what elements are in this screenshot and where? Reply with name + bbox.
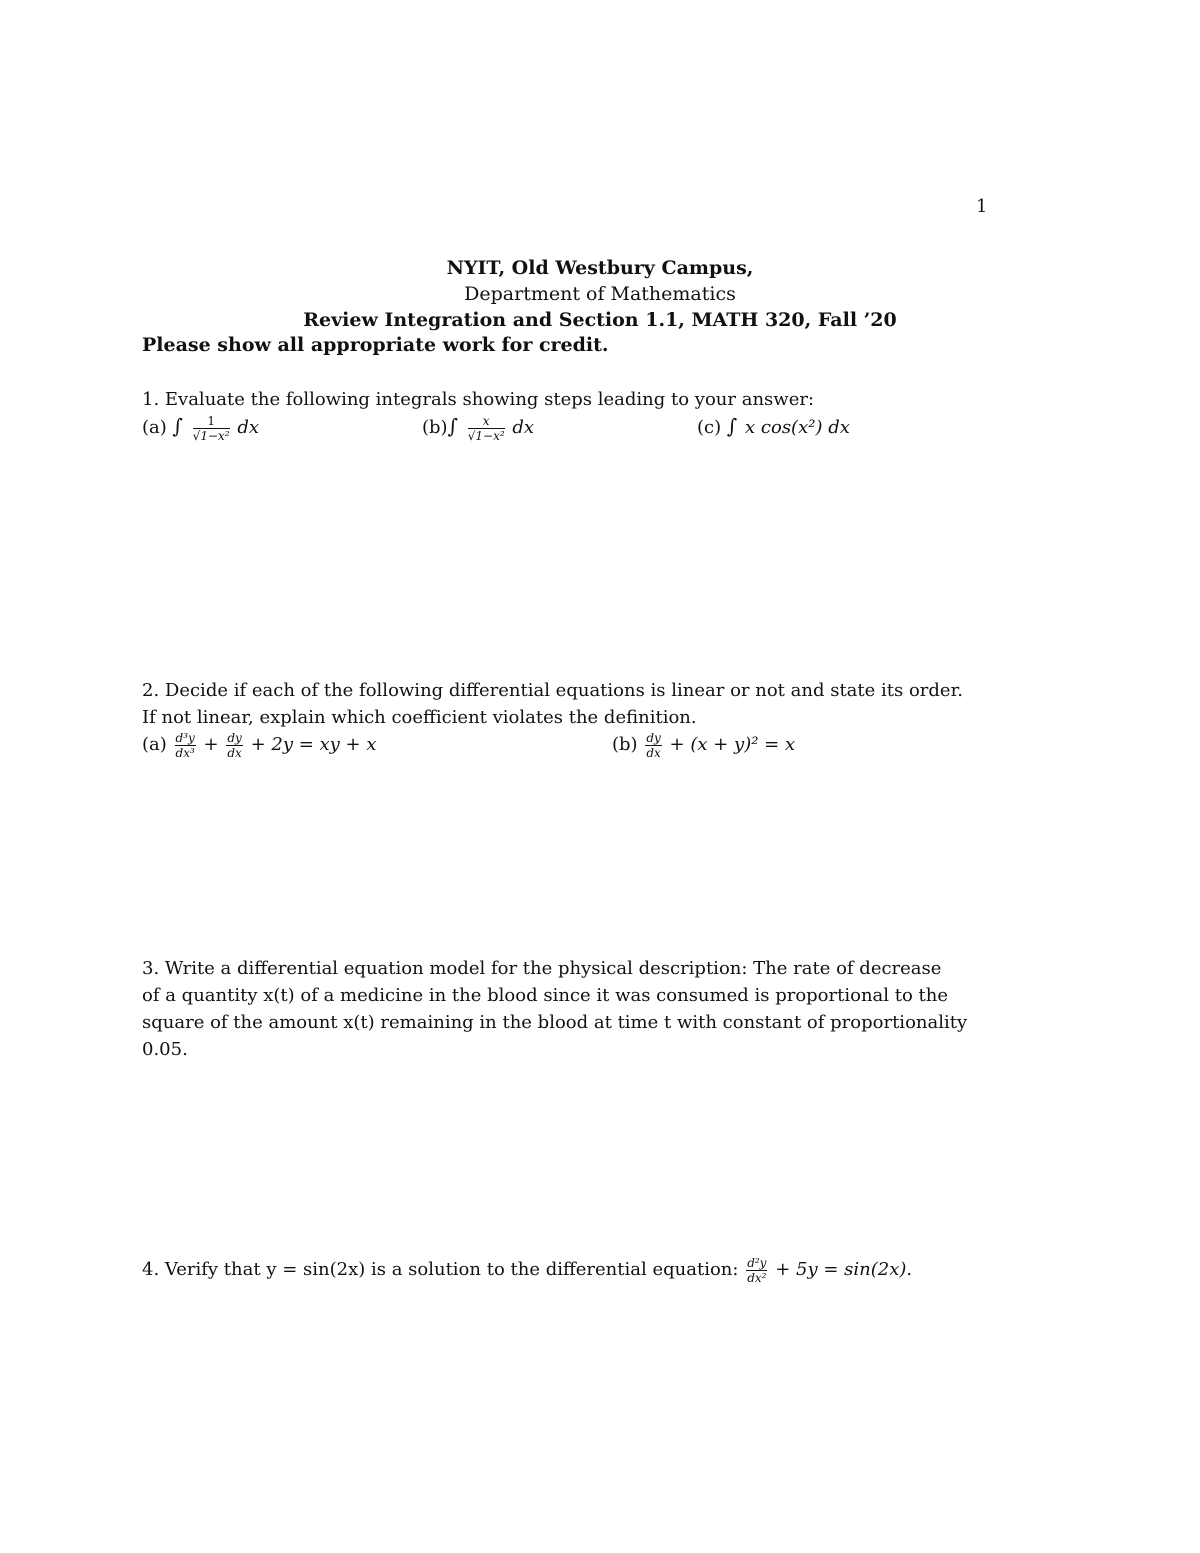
- problem-3: [142, 955, 1002, 1063]
- institution-line: NYIT, Old Westbury Campus,: [446, 257, 754, 279]
- course-title-line: Review Integration and Section 1.1, MATH 320, Fall ’20: [303, 309, 897, 331]
- problem-1-text: 1. Evaluate the following integrals showing steps leading to your answer:: [142, 389, 815, 410]
- fraction: $\frac{\text{d³y}}{\text{dx³}}$: [175, 730, 195, 760]
- fraction: $\frac{1}{\text{√1−x²}}$: [192, 413, 230, 443]
- problem-2: [142, 677, 1002, 763]
- integral-sign-icon: ∫: [447, 414, 458, 438]
- department-line: Department of Mathematics: [464, 283, 736, 305]
- problem-4-suffix: + 5y = sin(2x).: [775, 1259, 913, 1280]
- document-header: [0, 255, 1200, 333]
- fraction: $\frac{dy}{dx}$: [646, 730, 661, 760]
- problem-2-text-line-2: If not linear, explain which coefficient violates the definition.: [142, 707, 697, 728]
- integral-sign-icon: ∫: [172, 414, 183, 438]
- problem-2-text-line-1: 2. Decide if each of the following differential equations is linear or not and state its order.: [142, 680, 963, 701]
- problem-3-line-1: 3. Write a differential equation model for the physical description: The rate of decrease: [142, 958, 942, 979]
- problem-4: [142, 1256, 1002, 1284]
- fraction: $\frac{x}{\text{√1−x²}}$: [467, 413, 505, 443]
- fraction: $\frac{dy}{dx}$: [227, 730, 242, 760]
- problem-3-line-4: 0.05.: [142, 1039, 188, 1060]
- problem-4-prefix: 4. Verify that y = sin(2x) is a solution to the differential equation:: [142, 1259, 739, 1280]
- page-number: 1: [976, 196, 988, 217]
- integral-sign-icon: ∫: [726, 414, 738, 438]
- problem-3-line-3: square of the amount x(t) remaining in the blood at time t with constant of proportionality: [142, 1012, 968, 1033]
- problem-1: [142, 386, 1002, 445]
- problem-2-part-a: (a) $\frac{\text{d³y}}{\text{dx³}}$ + $\frac{dy}{dx}$ + 2y = xy + x: [142, 730, 377, 760]
- problem-1-part-c: (c) ∫ x cos(x²) dx: [697, 414, 850, 438]
- problem-3-line-2: of a quantity x(t) of a medicine in the blood since it was consumed is proportional to the: [142, 985, 949, 1006]
- problem-2-part-b: (b) $\frac{dy}{dx}$ + (x + y)² = x: [612, 730, 796, 760]
- problem-1-part-b: (b)∫ $\frac{x}{\text{√1−x²}}$ dx: [422, 413, 535, 443]
- fraction: $\frac{\text{d²y}}{\text{dx²}}$: [747, 1255, 767, 1285]
- instruction-text: Please show all appropriate work for credit.: [142, 334, 609, 356]
- problem-1-part-a: (a) ∫ $\frac{1}{\text{√1−x²}}$ dx: [142, 413, 260, 443]
